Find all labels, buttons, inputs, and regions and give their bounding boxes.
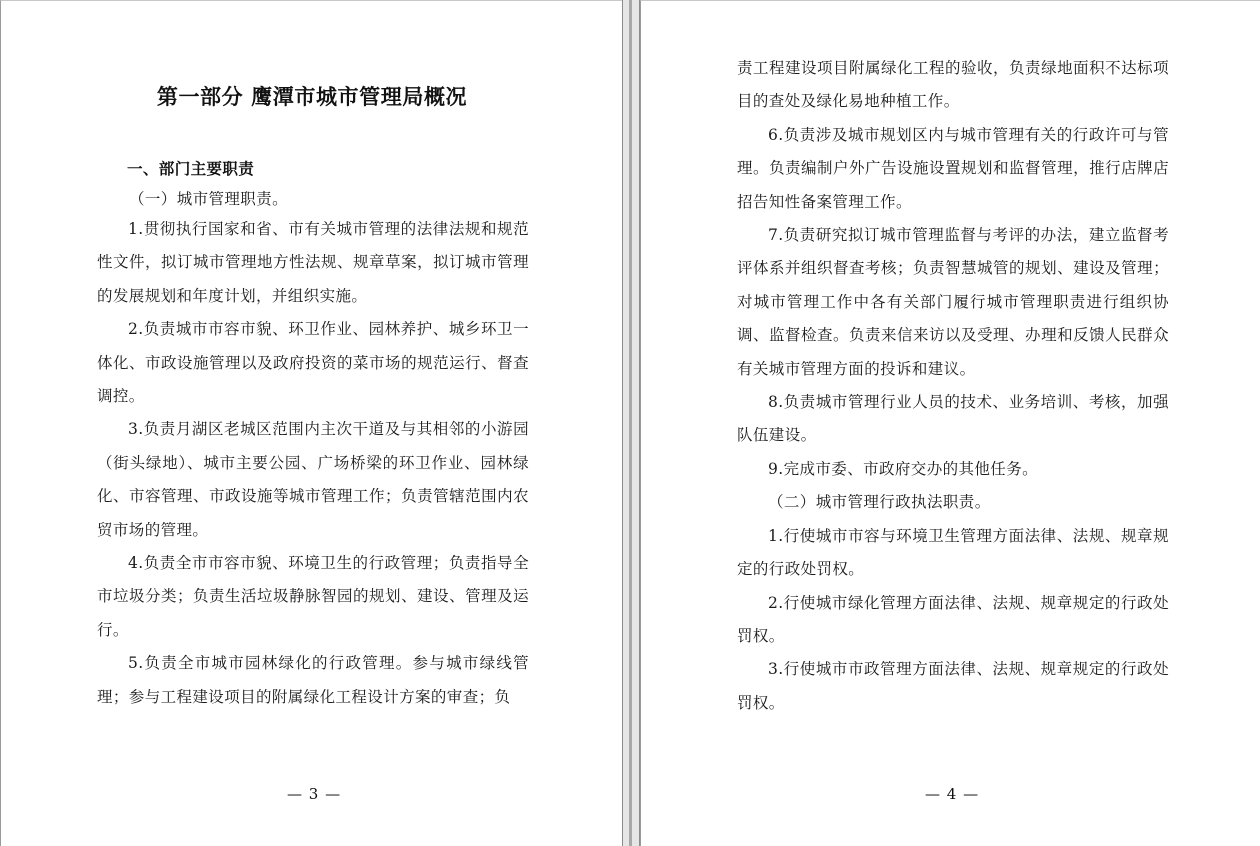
paragraph: 9.完成市委、市政府交办的其他任务。 xyxy=(768,459,1038,478)
document-page-4 xyxy=(640,0,1260,846)
paragraph: 6.负责涉及城市规划区内与城市管理有关的行政许可与管理。负责编制户外广告设施设置规划和监督管理，推行店牌店招告知性备案管理工作。 xyxy=(737,125,1169,211)
paragraph: 2.行使城市绿化管理方面法律、法规、规章规定的行政处罚权。 xyxy=(737,593,1169,645)
paragraph: 3.负责月湖区老城区范围内主次干道及与其相邻的小游园（街头绿地）、城市主要公园、广场桥梁的环卫作业、园林绿化、市容管理、市政设施等城市管理工作；负责管辖范围内农贸市场的管理。 xyxy=(97,420,529,539)
paragraph: 2.负责城市市容市貌、环卫作业、园林养护、城乡环卫一体化、市政设施管理以及政府投资的菜市场的规范运行、督查调控。 xyxy=(97,320,529,406)
paragraph: 8.负责城市管理行业人员的技术、业务培训、考核，加强队伍建设。 xyxy=(737,393,1169,445)
paragraph: 1.行使城市市容与环境卫生管理方面法律、法规、规章规定的行政处罚权。 xyxy=(737,526,1169,579)
page-body xyxy=(737,52,1169,720)
gutter-ridge xyxy=(629,0,632,846)
subsection-heading: （一）城市管理职责。 xyxy=(129,190,289,208)
page-number: — 3 — xyxy=(287,785,342,803)
page-number: — 4 — xyxy=(925,785,980,803)
paragraph: 3.行使城市市政管理方面法律、法规、规章规定的行政处罚权。 xyxy=(737,660,1169,712)
subsection-heading: （二）城市管理行政执法职责。 xyxy=(768,493,991,512)
paragraph: 1.贯彻执行国家和省、市有关城市管理的法律法规和规范性文件，拟订城市管理地方性法规、规章草案，拟订城市管理的发展规划和年度计划，并组织实施。 xyxy=(97,220,529,305)
paragraph-continuation: 责工程建设项目附属绿化工程的验收，负责绿地面积不达标项目的查处及绿化易地种植工作。 xyxy=(737,59,1169,111)
page-body xyxy=(97,213,529,714)
paragraph: 7.负责研究拟订城市管理监督与考评的办法，建立监督考评体系并组织督查考核；负责智慧城管的规划、建设及管理；对城市管理工作中各有关部门履行城市管理职责进行组织协调、监督检查。负责来信来访以及受理、办理和反馈人民群众有关城市管理方面的投诉和建议。 xyxy=(737,226,1169,378)
document-title: 第一部分 鹰潭市城市管理局概况 xyxy=(156,85,468,109)
paragraph: 5.负责全市城市园林绿化的行政管理。参与城市绿线管理；参与工程建设项目的附属绿化工程设计方案的审查；负 xyxy=(97,654,529,706)
paragraph: 4.负责全市市容市貌、环境卫生的行政管理；负责指导全市垃圾分类；负责生活垃圾静脉智园的规划、建设、管理及运行。 xyxy=(97,554,529,639)
page-gutter xyxy=(622,0,640,846)
document-page-3 xyxy=(0,0,622,846)
section-heading: 一、部门主要职责 xyxy=(127,160,255,178)
